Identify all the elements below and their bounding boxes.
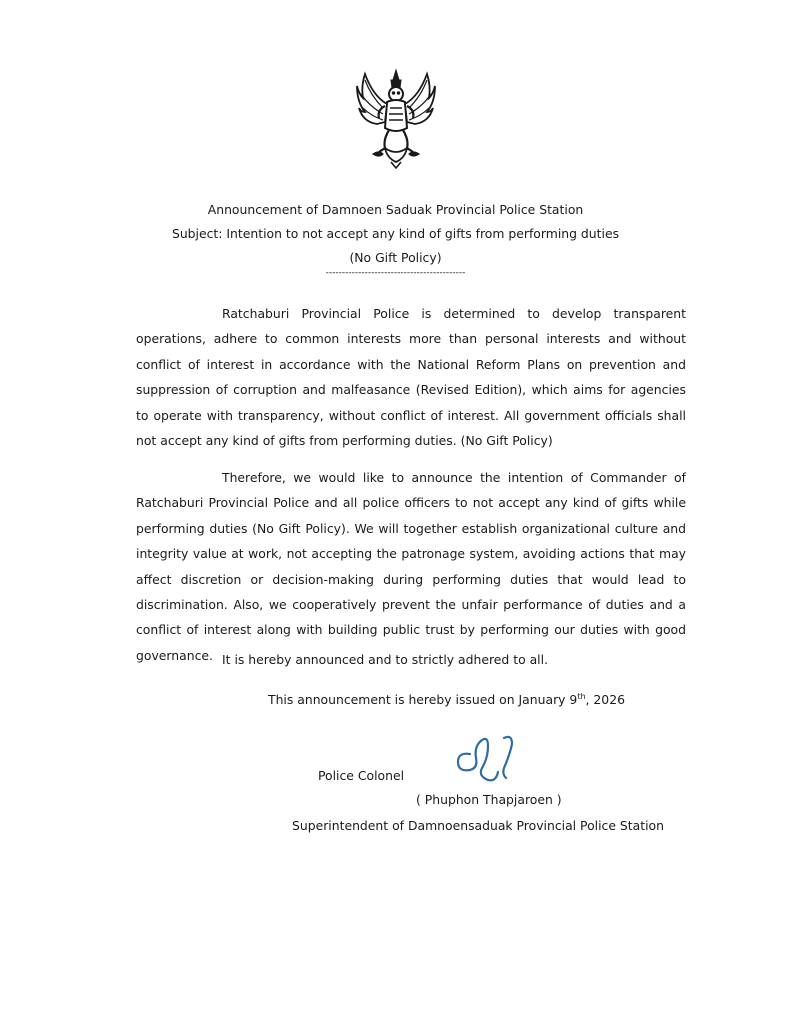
closing-statement: It is hereby announced and to strictly adhered to all. xyxy=(222,652,549,667)
issue-date-year: , 2026 xyxy=(585,692,625,707)
signatory-rank: Police Colonel xyxy=(318,768,405,783)
signatory-name: ( Phuphon Thapjaroen ) xyxy=(416,792,562,807)
body-paragraph-1-text: Ratchaburi Provincial Police is determined to develop transparent operations, adhere to common interests more than personal interests and without conflict of interest in accordance with the National Reform Plans on prevention and suppression of corruption and malfeasance (Revised Edition), which aims for agencies to operate with transparency, without conflict of interest. All government officials shall not accept any kind of gifts from performing duties. (No Gift Policy) xyxy=(136,306,686,449)
signatory-position: Superintendent of Damnoensaduak Provincial Police Station xyxy=(292,818,664,833)
body-paragraph-1 xyxy=(136,301,686,453)
issue-date-line xyxy=(268,688,625,712)
announcement-subject: Subject: Intention to not accept any kind of gifts from performing duties xyxy=(171,226,620,241)
announcement-title: Announcement of Damnoen Saduak Provincial Police Station xyxy=(207,202,584,217)
issue-date-ordinal: th xyxy=(577,691,586,701)
header-separator: ------------------------------------------- xyxy=(325,268,466,278)
policy-name: (No Gift Policy) xyxy=(349,250,442,265)
issue-date-prefix: This announcement is hereby issued on January 9 xyxy=(268,692,578,707)
body-paragraph-2 xyxy=(136,465,686,668)
garuda-emblem-icon xyxy=(355,66,437,170)
body-paragraph-2-text: Therefore, we would like to announce the intention of Commander of Ratchaburi Provincial Police and all police officers to not accept any kind of gifts while performing duties (No Gift Policy). We will together establish organizational culture and integrity value at work, not accepting the patronage system, avoiding actions that may affect discretion or decision-making during performing duties that would lead to discrimination. Also, we cooperatively prevent the unfair performance of duties and a conflict of interest along with building public trust by performing our duties with good governance. xyxy=(136,470,686,663)
handwritten-signature xyxy=(448,728,520,788)
